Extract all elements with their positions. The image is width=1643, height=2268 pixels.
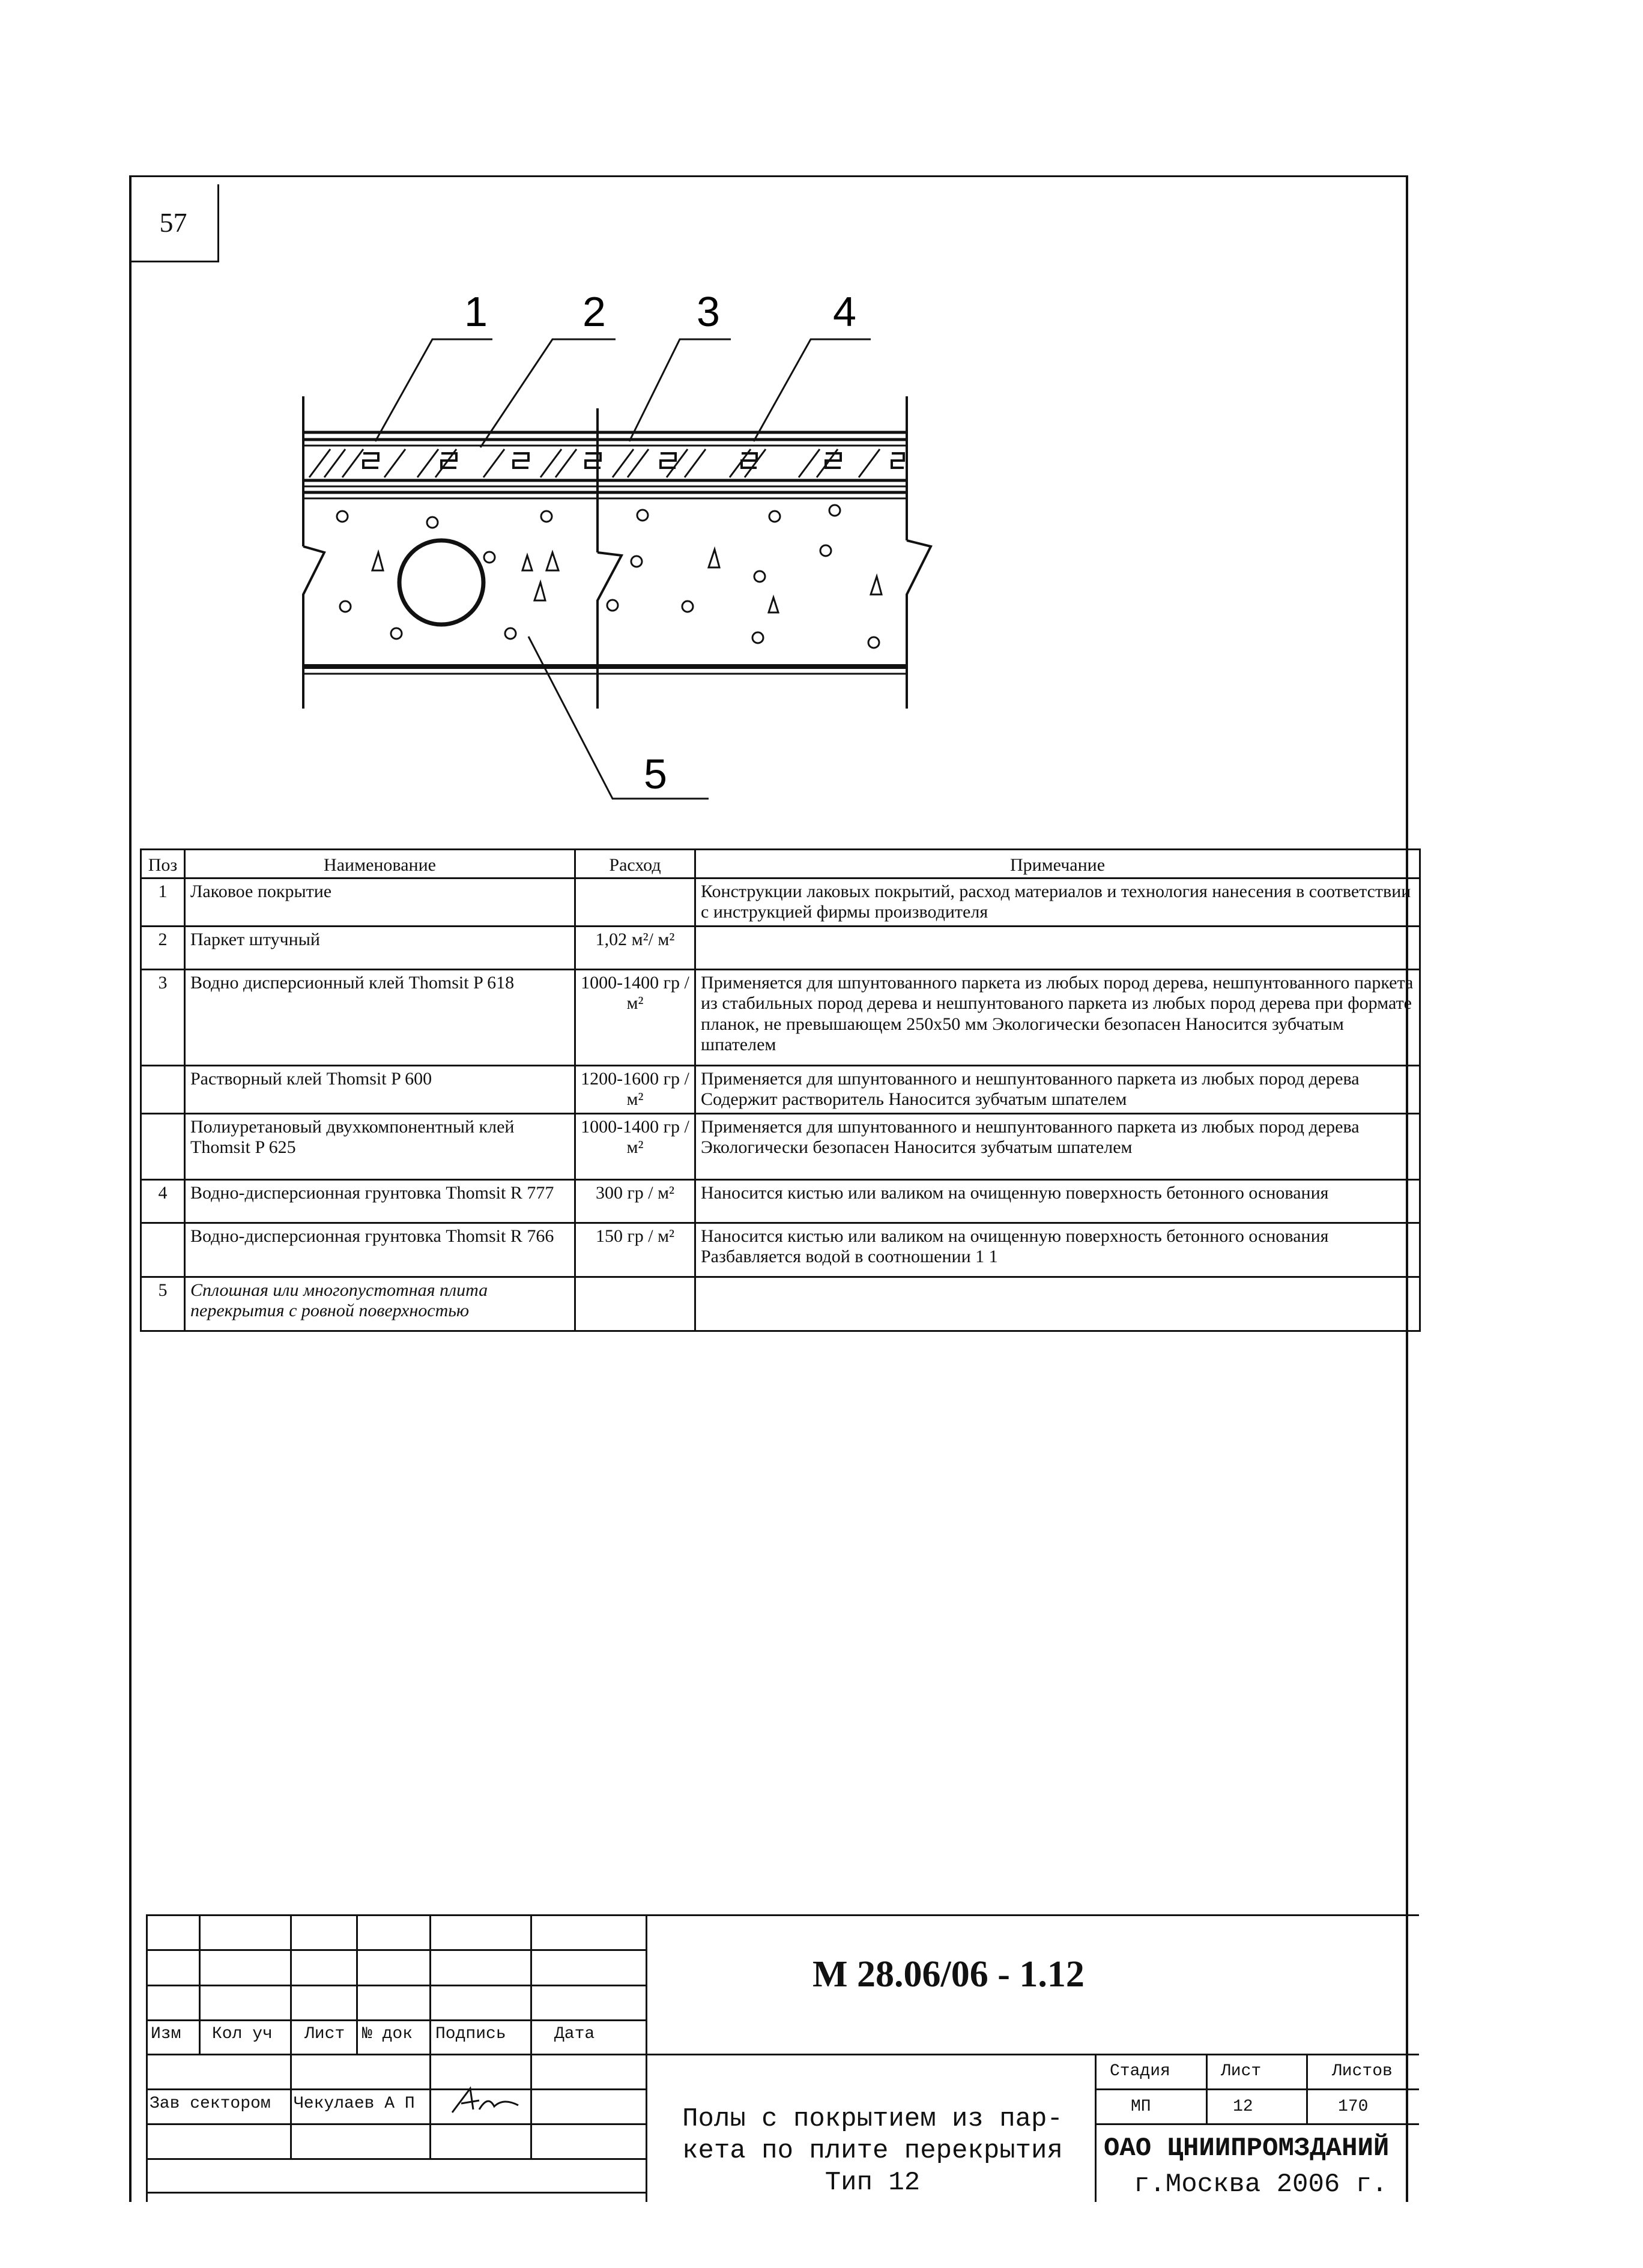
sheet-value: 12 xyxy=(1233,2097,1253,2116)
title-line: кета по плите перекрытия xyxy=(682,2135,1063,2166)
cell-pos: 4 xyxy=(141,1179,185,1223)
cell-name: Паркет штучный xyxy=(185,926,575,969)
stage-label: Стадия xyxy=(1110,2062,1170,2081)
cell-name: Водно-дисперсионная грунтовка Thomsit R 766 xyxy=(185,1223,575,1277)
table-header-row xyxy=(141,850,1420,878)
header-pos: Поз xyxy=(141,850,185,878)
cell-pos: 5 xyxy=(141,1277,185,1331)
stamp-line xyxy=(146,1914,148,2202)
stamp-line xyxy=(1306,2054,1308,2123)
stamp-line xyxy=(146,2158,646,2160)
label-kol-uch: Кол уч xyxy=(212,2025,273,2043)
cell-name: Водно-дисперсионная грунтовка Thomsit R 777 xyxy=(185,1179,575,1223)
table-row xyxy=(141,1223,1420,1277)
sheet-number-box xyxy=(129,184,219,262)
cell-note: Наносится кистью или валиком на очищенную поверхность бетонного основания xyxy=(695,1179,1420,1223)
cell-name: Растворный клей Thomsit P 600 xyxy=(185,1065,575,1113)
specification-table xyxy=(140,848,1421,1332)
stamp-line xyxy=(1095,2054,1097,2202)
cell-note: Применяется для шпунтованного и нешпунтованного паркета из любых пород дерева Содержит растворитель Наносится зубчатым шпателем xyxy=(695,1065,1420,1113)
title-line: Тип 12 xyxy=(825,2167,921,2198)
sheets-label: Листов xyxy=(1332,2062,1393,2081)
stamp-line xyxy=(146,2019,646,2021)
cell-note xyxy=(695,1277,1420,1331)
cell-rate xyxy=(575,878,695,926)
sheet-label: Лист xyxy=(1221,2062,1262,2081)
cell-pos: 3 xyxy=(141,969,185,1065)
table-row xyxy=(141,1113,1420,1179)
header-rate: Расход xyxy=(575,850,695,878)
cell-note: Применяется для шпунтованного и нешпунтованного паркета из любых пород дерева Экологически безопасен Наносится зубчатым шпателем xyxy=(695,1113,1420,1179)
stamp-line xyxy=(290,1914,292,2158)
stamp-line xyxy=(146,1914,1419,1916)
stamp-line xyxy=(1095,2088,1419,2090)
callout-3: 3 xyxy=(697,288,720,335)
cell-name: Лаковое покрытие xyxy=(185,878,575,926)
sheets-value: 170 xyxy=(1338,2097,1369,2116)
stamp-line xyxy=(429,1914,431,2158)
cell-note xyxy=(695,926,1420,969)
stamp-line xyxy=(199,1914,201,2054)
stamp-line xyxy=(146,2088,646,2090)
stamp-line xyxy=(146,1949,646,1951)
cell-pos xyxy=(141,1223,185,1277)
stamp-line xyxy=(530,1914,532,2158)
cell-note: Наносится кистью или валиком на очищенную поверхность бетонного основания Разбавляется водой в соотношении 1 1 xyxy=(695,1223,1420,1277)
cell-rate: 1000-1400 гр / м² xyxy=(575,1113,695,1179)
table-row xyxy=(141,1065,1420,1113)
callout-4: 4 xyxy=(833,288,856,335)
cell-pos xyxy=(141,1113,185,1179)
cell-rate xyxy=(575,1277,695,1331)
stamp-line xyxy=(356,1914,358,2054)
sheet-number: 57 xyxy=(159,207,187,238)
cell-pos: 1 xyxy=(141,878,185,926)
signature-mark xyxy=(446,2082,524,2118)
drawing-title xyxy=(656,2103,1089,2198)
stamp-line xyxy=(646,1914,647,2202)
title-block xyxy=(146,1914,1419,2202)
table-row xyxy=(141,1277,1420,1331)
cell-rate: 150 гр / м² xyxy=(575,1223,695,1277)
cell-note: Конструкции лаковых покрытий, расход материалов и технология нанесения в соответствии с инструкцией фирмы производителя xyxy=(695,878,1420,926)
table-row xyxy=(141,926,1420,969)
cell-name: Полиуретановый двухкомпонентный клей Thomsit P 625 xyxy=(185,1113,575,1179)
cell-name: Сплошная или многопустотная плита перекрытия с ровной поверхностью xyxy=(185,1277,575,1331)
stamp-line xyxy=(146,2123,646,2125)
document-number: М 28.06/06 - 1.12 xyxy=(812,1954,1085,1995)
header-note: Примечание xyxy=(695,850,1420,878)
header-name: Наименование xyxy=(185,850,575,878)
cell-rate: 1200-1600 гр / м² xyxy=(575,1065,695,1113)
stamp-line xyxy=(146,1985,646,1986)
cell-rate: 300 гр / м² xyxy=(575,1179,695,1223)
stage-value: МП xyxy=(1131,2097,1151,2116)
person-name: Чекулаев А П xyxy=(294,2094,415,2113)
title-line: Полы с покрытием из пар- xyxy=(682,2104,1063,2134)
organization-name: ОАО ЦНИИПРОМЗДАНИЙ xyxy=(1104,2133,1390,2164)
cell-name: Водно дисперсионный клей Thomsit P 618 xyxy=(185,969,575,1065)
label-doc-no: № док xyxy=(362,2025,413,2043)
role-label: Зав сектором xyxy=(150,2094,271,2113)
table-row xyxy=(141,969,1420,1065)
cell-pos xyxy=(141,1065,185,1113)
stamp-line xyxy=(146,2054,1419,2055)
city-year: г.Москва 2006 г. xyxy=(1134,2170,1388,2200)
label-signature: Подпись xyxy=(435,2025,506,2043)
table-row xyxy=(141,1179,1420,1223)
label-date: Дата xyxy=(554,2025,595,2043)
callout-1: 1 xyxy=(464,288,488,335)
cell-pos: 2 xyxy=(141,926,185,969)
table-row xyxy=(141,878,1420,926)
cell-note: Применяется для шпунтованного паркета из любых пород дерева, нешпунтованного паркета из стабильных пород дерева и нешпунтованого паркета из любых пород дерева при формате планок, не превышающем 250х50 мм Экологически безопасен Наносится зубчатым шпателем xyxy=(695,969,1420,1065)
cell-rate: 1,02 м²/ м² xyxy=(575,926,695,969)
callout-2: 2 xyxy=(582,288,606,335)
label-izm: Изм xyxy=(151,2025,181,2043)
stamp-line xyxy=(146,2192,646,2194)
frame-top-border xyxy=(129,175,1408,177)
callout-5: 5 xyxy=(644,751,667,797)
label-list: Лист xyxy=(304,2025,345,2043)
stamp-line xyxy=(1095,2123,1419,2125)
stamp-line xyxy=(1206,2054,1208,2123)
cell-rate: 1000-1400 гр / м² xyxy=(575,969,695,1065)
floor-section-diagram xyxy=(288,288,979,817)
